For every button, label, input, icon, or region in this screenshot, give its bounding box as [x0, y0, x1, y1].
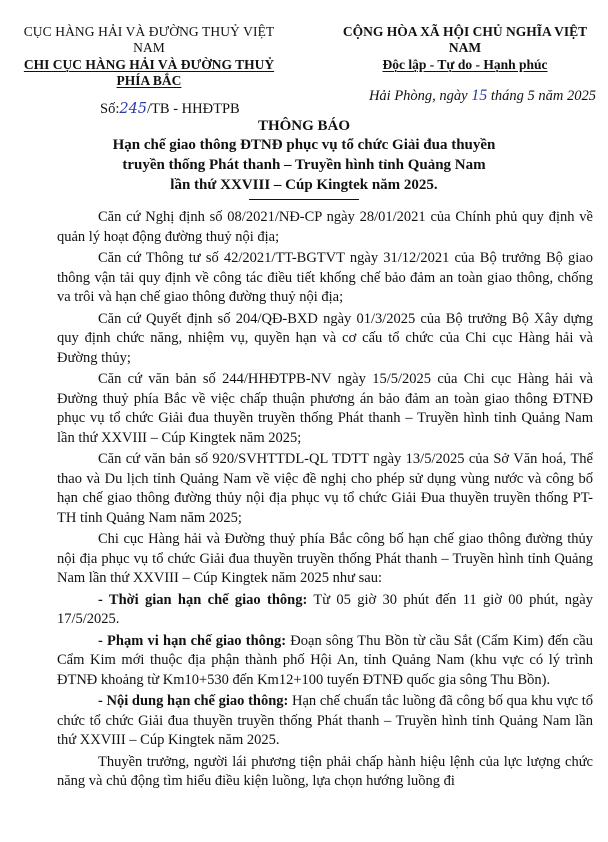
number-handwritten: 245: [119, 101, 148, 117]
notice-body: [57, 208, 593, 794]
announcement-paragraph: Chi cục Hàng hải và Đường thuỷ phía Bắc công bố hạn chế giao thông đường thủy nội địa phục vụ tổ chức Giải đua thuyền truyền thống Phát thanh – Truyền hình tỉnh Quảng Nam lần thứ XXVIII – Cúp Kingtek năm 2025 như sau:: [57, 531, 593, 586]
issuing-agency-block: [14, 24, 284, 118]
restriction-scope-text: Đoạn sông Thu Bồn từ cầu Sắt (Cẩm Kim) đến cầu Cẩm Kim mới thuộc địa phận thành phố Hội An, tỉnh Quảng Nam (khu vực có lý trình ĐTNĐ khoảng từ Km10+530 đến Km12+100 tuyến ĐTNĐ quốc gia sông Thu Bồn).: [57, 632, 593, 688]
agency-name: CỤC HÀNG HẢI VÀ ĐƯỜNG THUỶ VIỆT NAM: [23, 24, 275, 55]
captain-obligations: Thuyền trưởng, người lái phương tiện phải chấp hành hiệu lệnh của lực lượng chức năng và chủ động tìm hiểu điều kiện luồng, lựa chọn hướng luồng đi: [57, 753, 593, 789]
title-line-1: Hạn chế giao thông ĐTNĐ phục vụ tổ chức Giải đua thuyền: [112, 137, 496, 153]
legal-basis-2: Căn cứ Thông tư số 42/2021/TT-BGTVT ngày 31/12/2021 của Bộ trưởng Bộ giao thông vận tải quy định về công tác điều tiết khống chế bảo đảm an toàn giao thông, chống va trôi và hạn chế giao thông đường thuỷ nội địa;: [57, 250, 593, 305]
legal-basis-1: Căn cứ Nghị định số 08/2021/NĐ-CP ngày 28/01/2021 của Chính phủ quy định về quản lý hoạt động đường thuỷ nội địa;: [57, 209, 593, 245]
national-heading-block: [330, 24, 600, 105]
number-suffix: /TB - HHĐTPB: [147, 101, 240, 117]
sub-agency-name: CHI CỤC HÀNG HẢI VÀ ĐƯỜNG THUỶ PHÍA BẮC: [23, 57, 275, 88]
title-underline: [249, 199, 359, 200]
title-line-3: lần thứ XXVIII – Cúp Kingtek năm 2025.: [170, 177, 438, 193]
restriction-content: [57, 692, 593, 751]
title-line-2: truyền thống Phát thanh – Truyền hình tỉnh Quảng Nam: [122, 157, 486, 173]
date-day-handwritten: 15: [471, 87, 488, 104]
document-number: [14, 101, 284, 118]
restriction-scope: [57, 632, 593, 691]
legal-basis-4: Căn cứ văn bản số 244/HHĐTPB-NV ngày 15/5/2025 của Chi cục Hàng hải và Đường thuỷ phía Bắc về việc chấp thuận phương án bảo đảm an toàn giao thông ĐTNĐ phục vụ tổ chức Giải đua thuyền truyền thống Phát thanh – Truyền hình tỉnh Quảng Nam lần thứ XXVIII – Cúp Kingtek năm 2025;: [57, 371, 593, 446]
date-suffix: tháng 5 năm 2025: [487, 88, 596, 104]
notice-title: [0, 118, 608, 200]
date-prefix: Hải Phòng, ngày: [368, 88, 472, 104]
national-motto: Độc lập - Tự do - Hạnh phúc: [382, 57, 548, 72]
restriction-content-label: - Nội dung hạn chế giao thông:: [98, 693, 289, 709]
legal-basis-5: Căn cứ văn bản số 920/SVHTTDL-QL TDTT ngày 13/5/2025 của Sở Văn hoá, Thể thao và Du lịch tỉnh Quảng Nam về việc đề nghị cho phép sử dụng vùng nước và công bố hạn chế giao thông đường thủy nội địa phục vụ tổ chức Giải Đua thuyền truyền thống PT-TH tỉnh Quảng Nam năm 2025;: [57, 451, 593, 526]
restriction-time: [57, 591, 593, 630]
restriction-time-label: - Thời gian hạn chế giao thông:: [98, 591, 308, 608]
restriction-content-text: Hạn chế chuẩn tắc luồng đã công bố qua khu vực tổ chức tổ chức Giải đua thuyền truyền thống Phát thanh – Truyền hình tỉnh Quảng Nam lần thứ XXVIII – Cúp Kingtek năm 2025.: [57, 693, 593, 748]
notice-heading: THÔNG BÁO: [257, 118, 351, 134]
number-prefix: Số:: [100, 101, 120, 117]
legal-basis-3: Căn cứ Quyết định số 204/QĐ-BXD ngày 01/3/2025 của Bộ trưởng Bộ Xây dựng quy định chức năng, nhiệm vụ, quyền hạn và cơ cấu tổ chức của Chi cục Hàng hải và Đường thủy;: [57, 310, 593, 366]
document-date: [330, 87, 600, 105]
restriction-scope-label: - Phạm vi hạn chế giao thông:: [98, 632, 287, 649]
country-name: CỘNG HÒA XÃ HỘI CHỦ NGHĨA VIỆT NAM: [342, 24, 588, 55]
restriction-time-text: Từ 05 giờ 30 phút đến 11 giờ 00 phút, ngày 17/5/2025.: [57, 591, 593, 627]
